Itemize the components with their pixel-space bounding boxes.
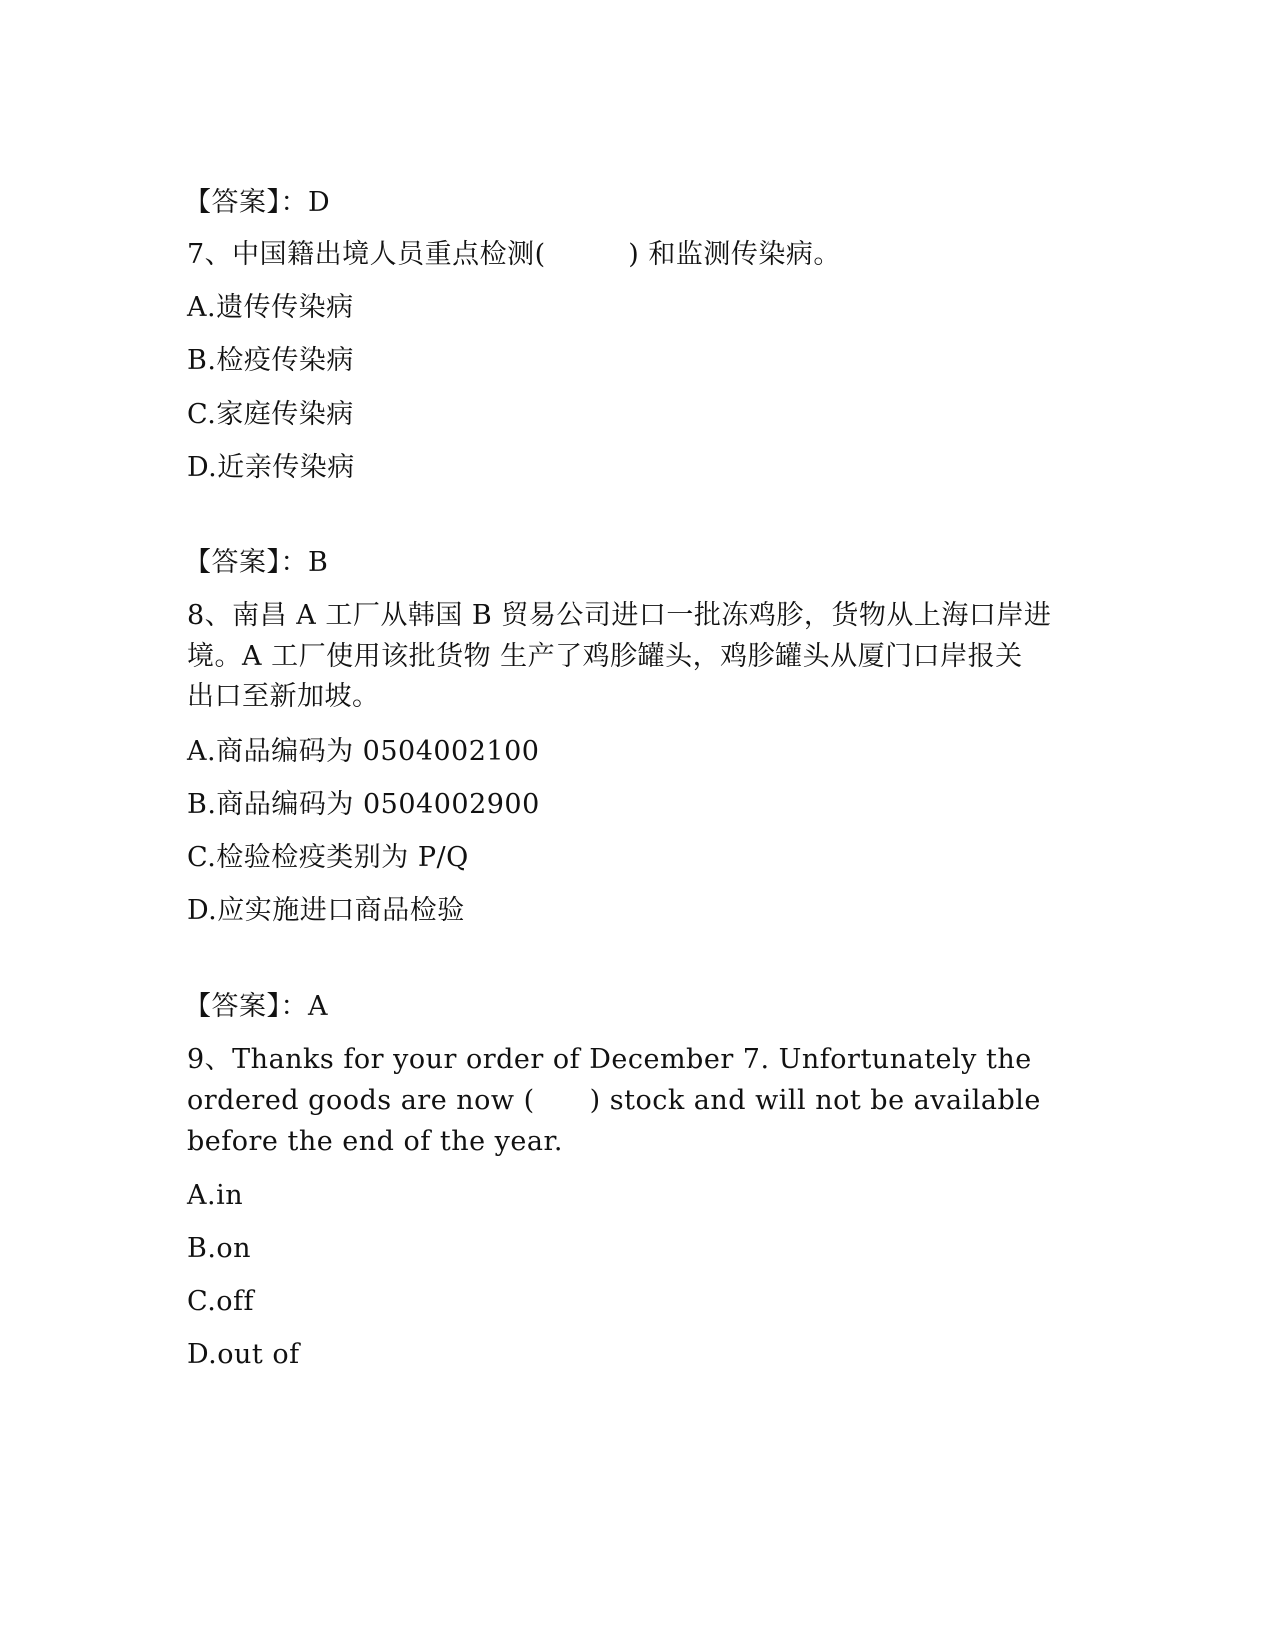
q9-option-d: D.out of xyxy=(187,1339,300,1370)
answer-q7: 【答案】：B xyxy=(184,547,329,578)
q8-option-c: C.检验检疫类别为 P/Q xyxy=(187,842,469,873)
answer-q8: 【答案】：A xyxy=(184,991,328,1022)
q8-option-a: A.商品编码为 0504002100 xyxy=(187,736,540,767)
question-8-line-3: 出口至新加坡。 xyxy=(187,681,380,712)
q8-option-b: B.商品编码为 0504002900 xyxy=(187,789,540,820)
q7-option-a: A.遗传传染病 xyxy=(187,292,354,323)
q7-option-c: C.家庭传染病 xyxy=(187,399,354,430)
q9-option-b: B.on xyxy=(187,1233,252,1264)
question-9 xyxy=(187,1038,1087,1164)
q7-option-d: D.近亲传染病 xyxy=(187,452,355,483)
question-8-line-2: 境。A 工厂使用该批货物 生产了鸡胗罐头，鸡胗罐头从厦门口岸报关 xyxy=(187,641,1023,672)
q8-option-d: D.应实施进口商品检验 xyxy=(187,895,465,926)
q9-option-a: A.in xyxy=(187,1180,244,1211)
question-7: 7、中国籍出境人员重点检测( ) 和监测传染病。 xyxy=(187,239,841,270)
question-8-line-1: 8、南昌 A 工厂从韩国 B 贸易公司进口一批冻鸡胗，货物从上海口岸进 xyxy=(187,600,1052,631)
q9-option-c: C.off xyxy=(187,1286,255,1317)
question-9-line-1: 9、Thanks for your order of December 7. Unfortunately the xyxy=(187,1044,1032,1075)
question-9-line-2: ordered goods are now ( ) stock and will not be available xyxy=(187,1085,1041,1116)
q7-option-b: B.检疫传染病 xyxy=(187,345,354,376)
question-9-line-3: before the end of the year. xyxy=(187,1126,563,1157)
question-8 xyxy=(187,594,1087,719)
answer-q6: 【答案】：D xyxy=(184,187,331,218)
